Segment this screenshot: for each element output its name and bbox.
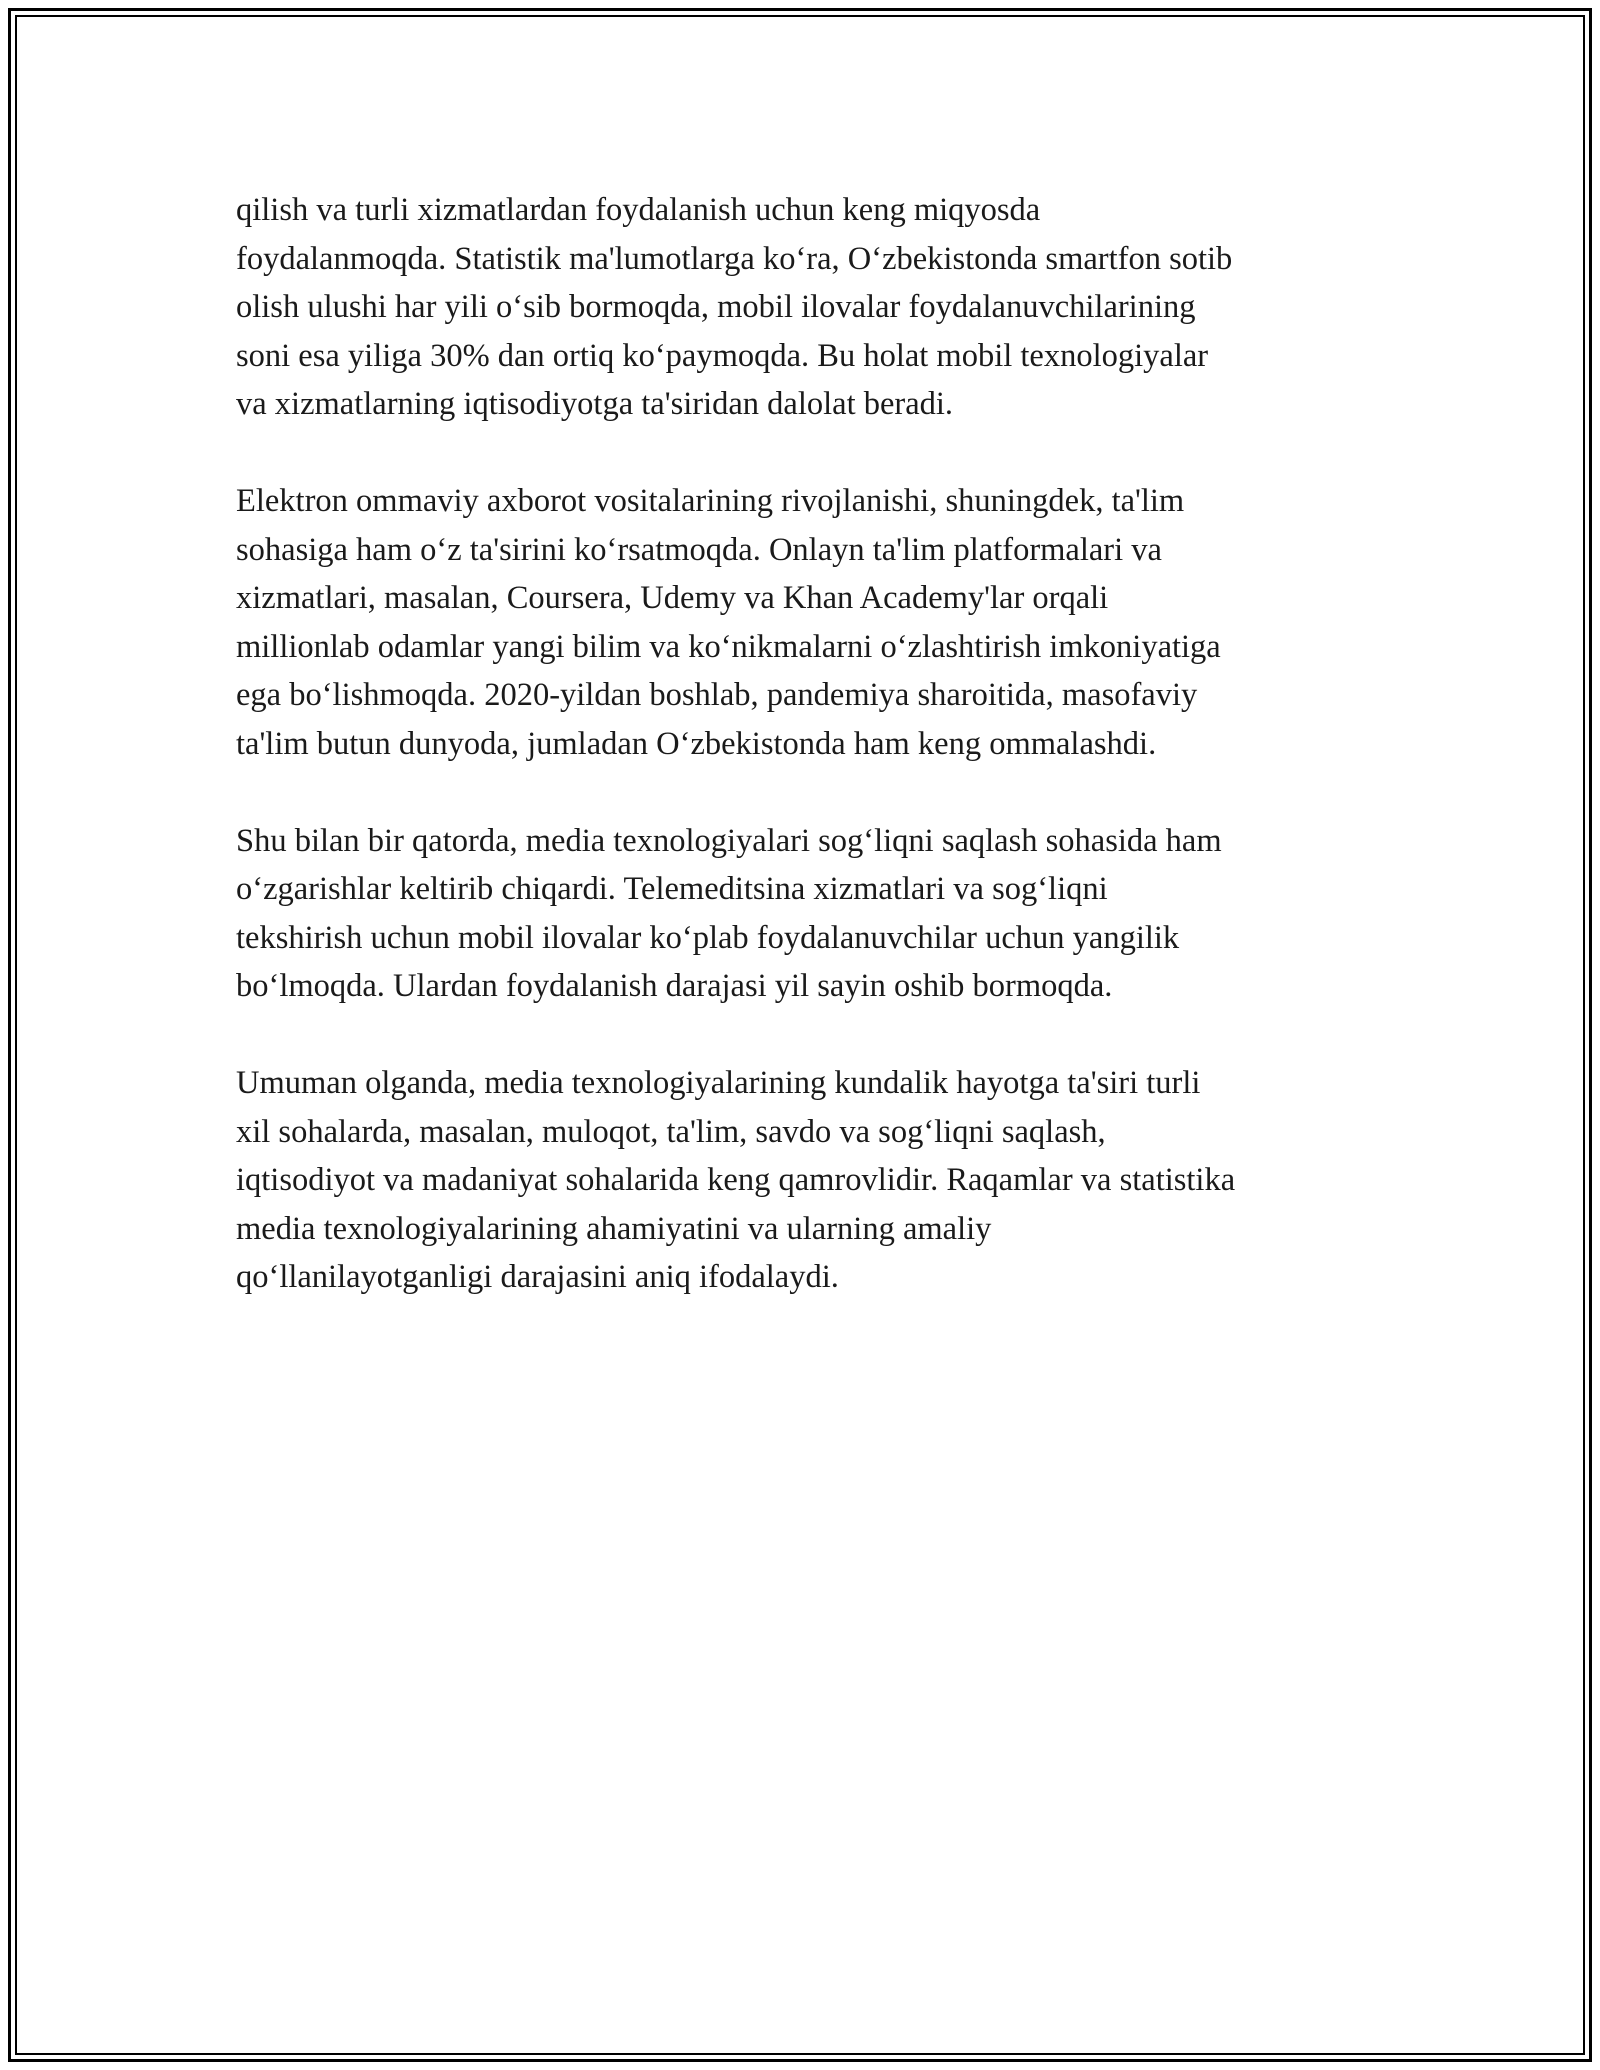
text-line: ega boʻlishmoqda. 2020-yildan boshlab, pandemiya sharoitida, masofaviy (236, 677, 1198, 713)
paragraph-conclusion (236, 1059, 1376, 1302)
text-line: ta'lim butun dunyoda, jumladan Oʻzbekistonda ham keng ommalashdi. (236, 725, 1157, 762)
text-line: soni esa yiliga 30% dan ortiq koʻpaymoqda. Bu holat mobil texnologiyalar (236, 337, 1209, 374)
paragraph-online-education (236, 477, 1376, 768)
text-line: xizmatlari, masalan, Coursera, Udemy va Khan Academy'lar orqali (236, 580, 1109, 616)
text-line: iqtisodiyot va madaniyat sohalarida keng qamrovlidir. Raqamlar va statistika (236, 1162, 1236, 1198)
text-line: boʻlmoqda. Ulardan foydalanish darajasi yil sayin oshib bormoqda. (236, 968, 1113, 1004)
text-line: foydalanmoqda. Statistik ma'lumotlarga koʻra, Oʻzbekistonda smartfon sotib (236, 240, 1233, 277)
paragraph-mobile-technologies (236, 186, 1376, 429)
text-line: qoʻllanilayotganligi darajasini aniq ifodalaydi. (236, 1259, 839, 1295)
document-body (236, 186, 1376, 1350)
text-line: Elektron ommaviy axborot vositalarining rivojlanishi, shuningdek, ta'lim (236, 483, 1185, 519)
text-line: media texnologiyalarining ahamiyatini va ularning amaliy (236, 1210, 992, 1247)
text-line: xil sohalarda, masalan, muloqot, ta'lim, savdo va sogʻliqni saqlash, (236, 1113, 1106, 1150)
text-line: va xizmatlarning iqtisodiyotga ta'siridan dalolat beradi. (236, 386, 954, 422)
text-line: qilish va turli xizmatlardan foydalanish uchun keng miqyosda (236, 192, 1041, 228)
text-line: Shu bilan bir qatorda, media texnologiyalari sogʻliqni saqlash sohasida ham (236, 822, 1222, 859)
text-line: olish ulushi har yili oʻsib bormoqda, mobil ilovalar foydalanuvchilarining (236, 289, 1196, 325)
text-line: millionlab odamlar yangi bilim va koʻnikmalarni oʻzlashtirish imkoniyatiga (236, 628, 1221, 665)
text-line: tekshirish uchun mobil ilovalar koʻplab foydalanuvchilar uchun yangilik (236, 919, 1180, 956)
text-line: sohasiga ham oʻz ta'sirini koʻrsatmoqda. Onlayn ta'lim platformalari va (236, 531, 1162, 568)
text-line: oʻzgarishlar keltirib chiqardi. Telemeditsina xizmatlari va sogʻliqni (236, 871, 1108, 907)
paragraph-healthcare (236, 817, 1376, 1011)
text-line: Umuman olganda, media texnologiyalarining kundalik hayotga ta'siri turli (236, 1065, 1201, 1101)
